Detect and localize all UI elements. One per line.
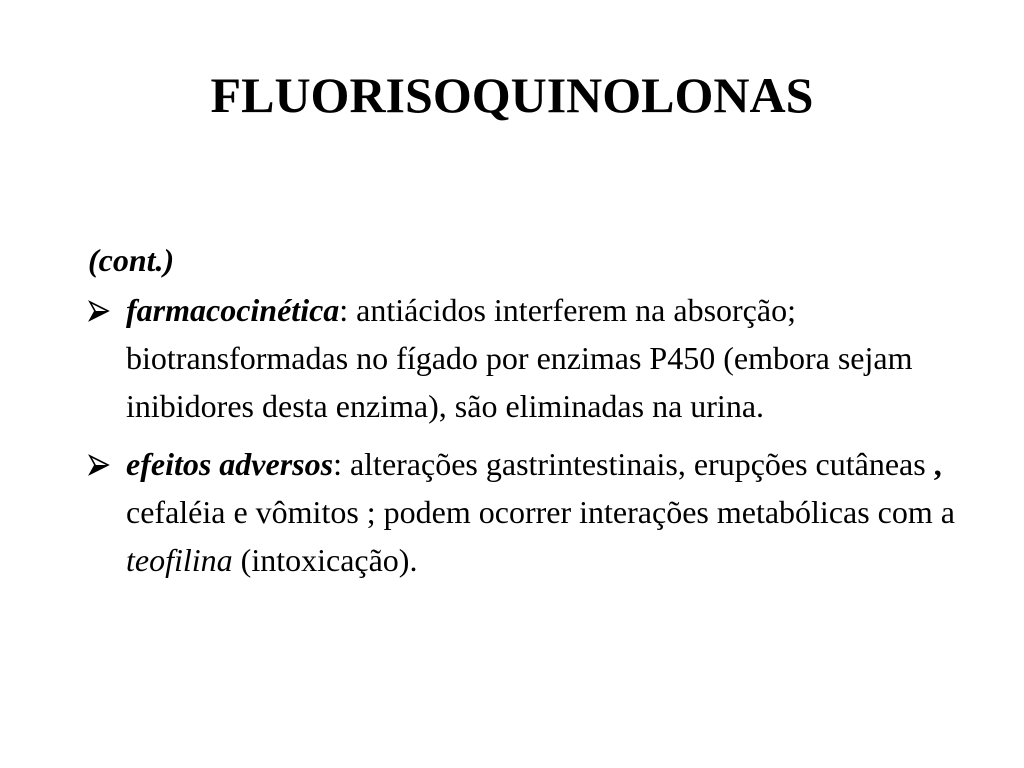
bullet-term: efeitos adversos [126, 446, 334, 482]
arrowhead-bullet-icon [88, 454, 110, 476]
bullet-text-part-c: (intoxicação). [232, 542, 418, 578]
slide-body [88, 236, 968, 594]
bullet-separator: : [339, 292, 349, 328]
italic-drug-name: teofilina [126, 542, 233, 578]
bullet-farmacocinetica [88, 286, 968, 430]
continuation-label: (cont.) [88, 242, 175, 278]
slide-title: FLUORISOQUINOLONAS [210, 67, 814, 123]
bullet-text-part-b: cefaléia e vômitos ; podem ocorrer interações metabólicas com a [126, 494, 955, 530]
bullet-text-part-a: alterações gastrintestinais, erupções cutâneas [341, 446, 934, 482]
bullet-separator: : [333, 446, 342, 482]
bullet-comma: , [933, 446, 942, 482]
bullet-term: farmacocinética [126, 292, 340, 328]
bullet-text: antiácidos interferem na absorção; biotransformadas no fígado por enzimas P450 (embora sejam inibidores desta enzima), são eliminadas na urina. [126, 292, 913, 424]
arrowhead-bullet-icon [88, 300, 110, 322]
bullet-efeitos-adversos [88, 440, 968, 584]
